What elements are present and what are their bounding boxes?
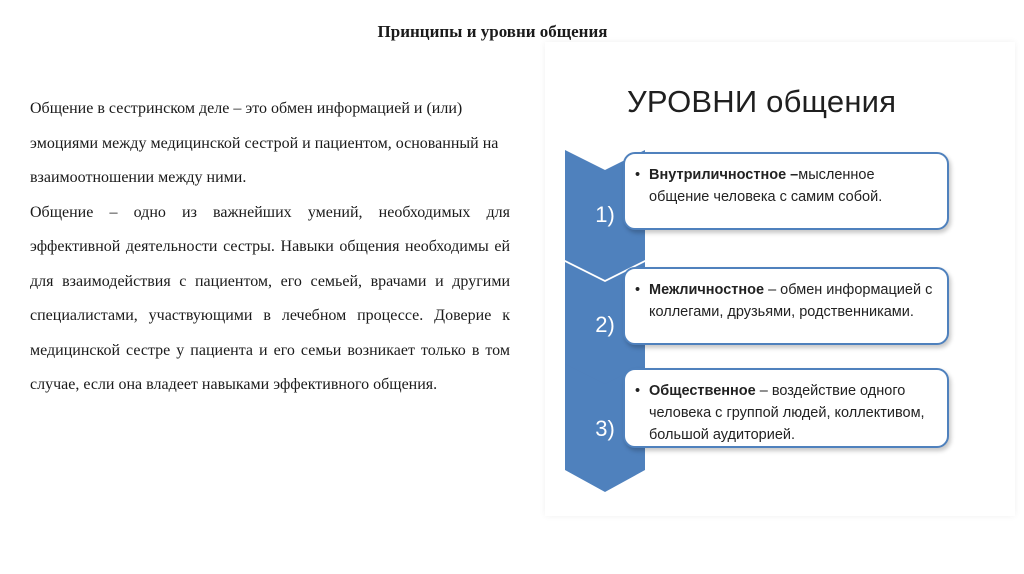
- level-number-3: 3): [595, 416, 615, 441]
- level-box-2: [623, 267, 949, 345]
- level-description: – воздействие одного человека с группой людей, коллективом, большой аудиторией.: [649, 383, 925, 443]
- skills-paragraph: Общение – одно из важнейших умений, необходимых для эффективной деятельности сестры. Навыки общения необходимы ей для взаимодействия с пациентом, его семьей, врачами и другими специалистами, участвующими в лечебном процессе. Доверие к медицинской сестре у пациента и его семьи возникает только в том случае, если она владеет навыками эффективного общения.: [30, 203, 510, 393]
- bullet-icon: •: [635, 282, 641, 298]
- bullet-icon: •: [635, 167, 641, 183]
- level-description: мысленное общение человека с самим собой.: [649, 167, 883, 205]
- levels-diagram: [545, 42, 1015, 516]
- body-text: [30, 92, 510, 403]
- level-box-1: [623, 152, 949, 230]
- level-number-2: 2): [595, 312, 615, 337]
- slide-title: Принципы и уровни общения: [377, 22, 608, 41]
- bullet-icon: •: [635, 383, 641, 399]
- level-term: Межличностное: [649, 282, 765, 298]
- level-box-3: [623, 368, 949, 448]
- level-term: Общественное: [649, 383, 756, 399]
- diagram-title: УРОВНИ общения: [627, 84, 897, 119]
- level-number-1: 1): [595, 202, 615, 227]
- level-term: Внутриличностное –: [649, 167, 799, 183]
- definition-paragraph: Общение в сестринском деле – это обмен информацией и (или) эмоциями между медицинской сестрой и пациентом, основанный на взаимоотношении между ними.: [30, 100, 499, 186]
- level-description: – обмен информацией с коллегами, друзьями, родственниками.: [649, 282, 933, 320]
